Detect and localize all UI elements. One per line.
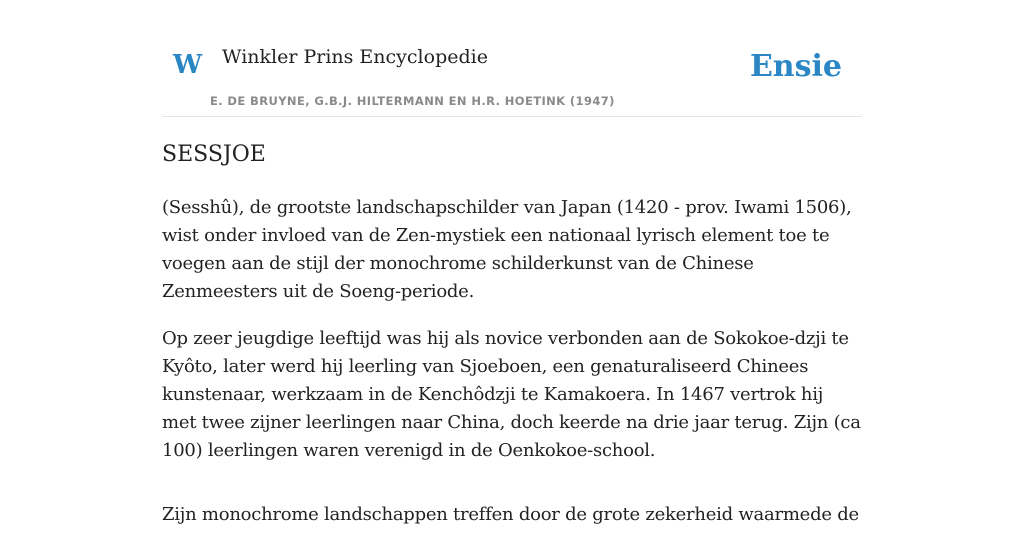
article [162, 140, 862, 548]
article-paragraph: (Sesshû), de grootste landschapschilder van Japan (1420 - prov. Iwami 1506), wist onder invloed van de Zen-mystiek een nationaal lyrisch element toe te voegen aan de stijl der monochrome schilderkunst van de Chinese Zenmeesters uit de Soeng-periode. [162, 197, 852, 302]
article-paragraph: Zijn monochrome landschappen treffen door de grote zekerheid waarmede de [162, 504, 859, 525]
site-subtitle: E. DE BRUYNE, G.B.J. HILTERMANN EN H.R. HOETINK (1947) [210, 94, 615, 108]
site-header [162, 0, 862, 117]
article-paragraph: Op zeer jeugdige leeftijd was hij als novice verbonden aan de Sokokoe-dzji te Kyôto, later werd hij leerling van Sjoeboen, een genaturaliseerd Chinees kunstenaar, werkzaam in de Kenchôdzji te Kamakoera. In 1467 vertrok hij met twee zijner leerlingen naar China, doch keerde na drie jaar terug. Zijn (ca 100) leerlingen waren verenigd in de Oenkokoe-school. [162, 328, 861, 461]
brand-logo[interactable]: Ensie [749, 49, 842, 84]
article-title: SESSJOE [162, 142, 266, 167]
site-logo-icon[interactable]: W [173, 50, 203, 80]
site-title[interactable]: Winkler Prins Encyclopedie [222, 46, 488, 68]
